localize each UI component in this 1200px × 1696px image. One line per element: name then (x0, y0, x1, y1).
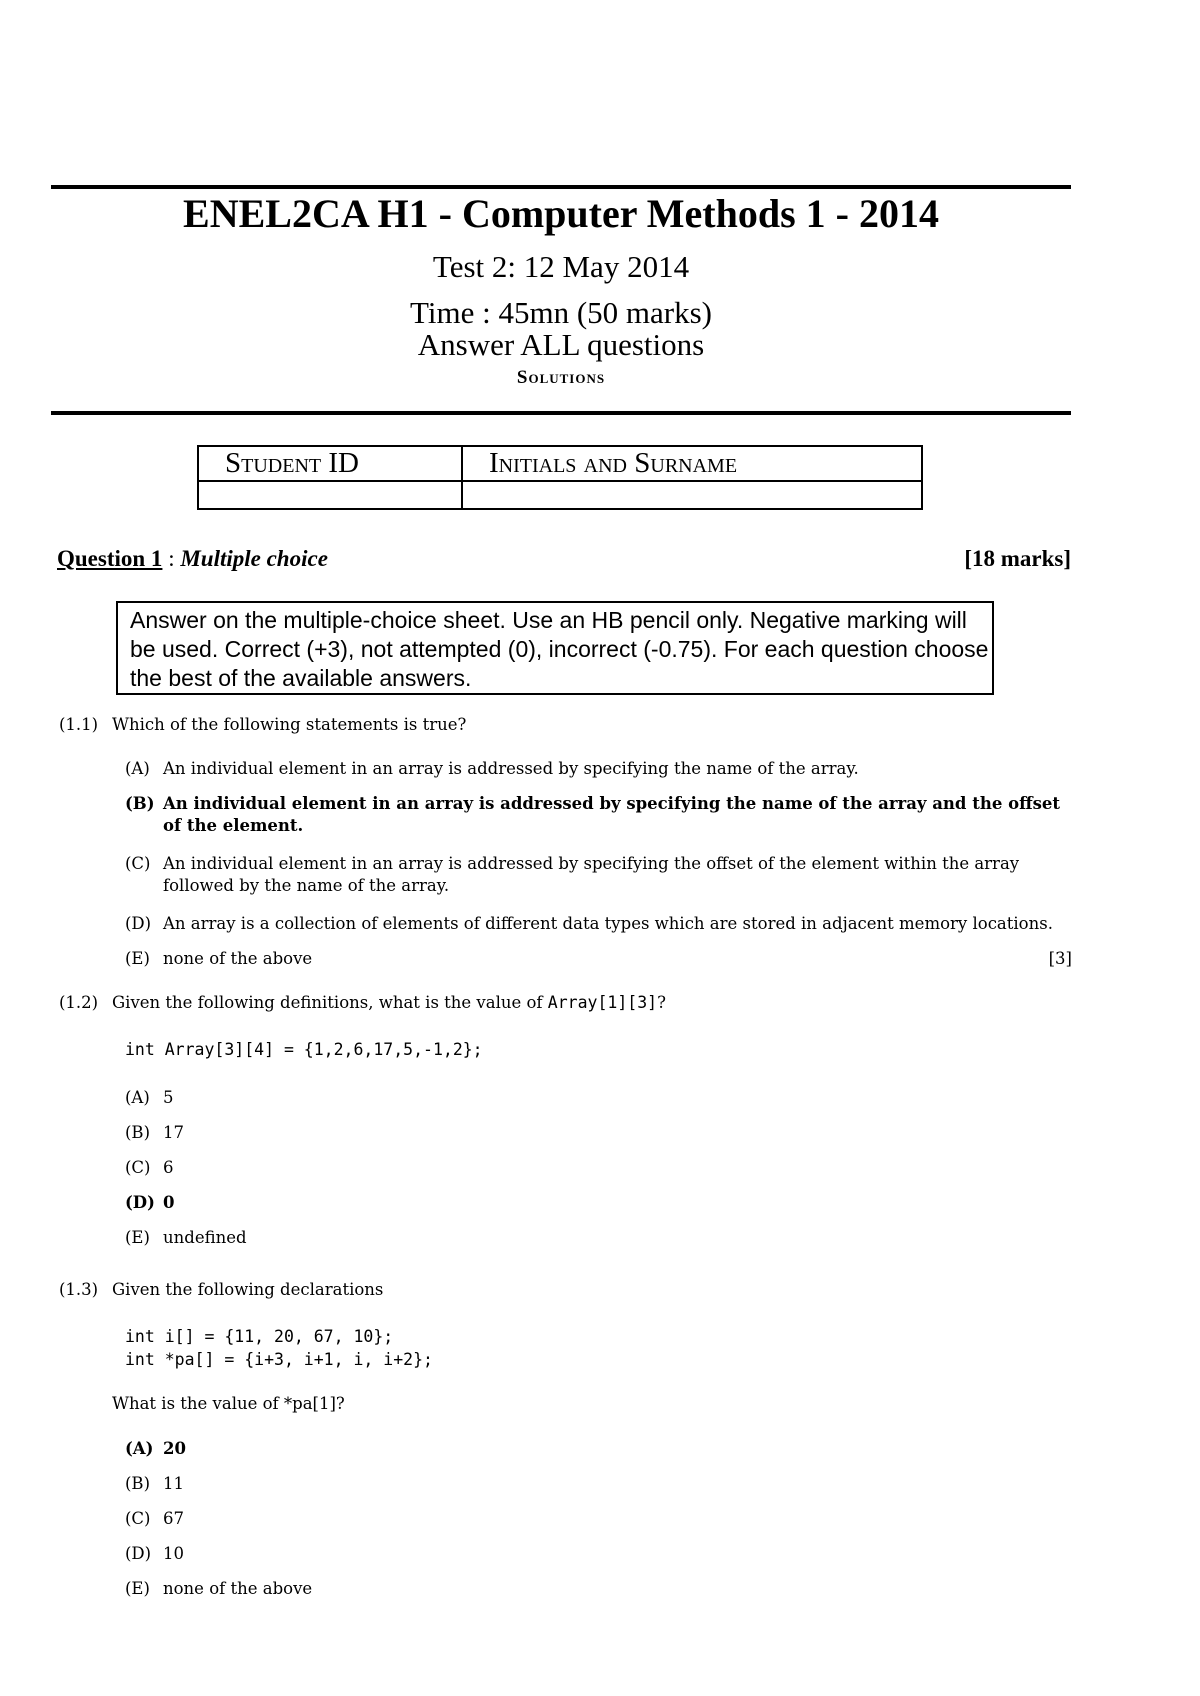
option-text: An individual element in an array is addressed by specifying the offset of the element within the array followed by the name of the array. (163, 854, 1020, 895)
option-label: (B) (125, 794, 155, 813)
option-text: 6 (163, 1158, 174, 1177)
option-label: (E) (125, 949, 150, 968)
option-text: An array is a collection of elements of different data types which are stored in adjacent memory locations. (163, 914, 1053, 933)
page-title: ENEL2CA H1 - Computer Methods 1 - 2014 (183, 191, 939, 236)
option-text: none of the above (163, 949, 313, 968)
option-text: 10 (163, 1544, 184, 1563)
option-label: (B) (125, 1474, 150, 1493)
option-text: 67 (163, 1509, 184, 1528)
option-text: 17 (163, 1123, 184, 1142)
instructions-box: Answer on the multiple-choice sheet. Use an HB pencil only. Negative marking will be used. Correct (+3), not attempted (0), incorrect (-0.75). For each question choose the best of the available answers. (116, 601, 994, 695)
student-id-table (197, 445, 923, 510)
question-text: Given the following declarations (112, 1280, 384, 1299)
question-text-pre: Given the following definitions, what is the value of (112, 993, 548, 1012)
option-label: (A) (125, 759, 150, 778)
question-text-code: Array[1][3] (547, 993, 658, 1012)
solutions-label: Solutions (516, 367, 606, 388)
initials-surname-field[interactable] (462, 481, 922, 509)
option-text: An individual element in an array is addressed by specifying the name of the array. (163, 759, 859, 778)
option-text: 5 (163, 1088, 174, 1107)
initials-surname-header: Initials and Surname (462, 446, 922, 481)
question-number: (1.3) (59, 1280, 99, 1299)
question-marks: [3] (1048, 949, 1072, 968)
option-label: (E) (125, 1579, 150, 1598)
question-text (112, 992, 1072, 1014)
option-label: (A) (125, 1439, 154, 1458)
question-1-marks: [18 marks] (964, 546, 1071, 571)
option-text: An individual element in an array is addressed by specifying the name of the array and the offset of the element. (163, 794, 1061, 835)
option-text: undefined (163, 1228, 247, 1247)
option-label: (C) (125, 1158, 151, 1177)
option-text: 11 (163, 1474, 184, 1493)
option-label: (E) (125, 1228, 150, 1247)
question-1-heading (57, 544, 1071, 574)
student-id-field[interactable] (198, 481, 462, 509)
code-line-1: int i[] = {11, 20, 67, 10}; (125, 1327, 394, 1346)
header-bottom-rule (51, 411, 1071, 415)
option-label: (C) (125, 1509, 151, 1528)
question-text: Which of the following statements is true? (112, 715, 467, 734)
time-allowed: Time : 45mn (50 marks) (410, 295, 712, 330)
instruction: Answer ALL questions (417, 327, 705, 362)
option-text: 0 (163, 1193, 175, 1212)
option-label: (A) (125, 1088, 150, 1107)
question-1-topic: Multiple choice (180, 546, 328, 571)
question-1-separator: : (162, 546, 181, 571)
question-text-post: ? (657, 993, 666, 1012)
student-id-header: Student ID (198, 446, 462, 481)
code-snippet: int Array[3][4] = {1,2,6,17,5,-1,2}; (125, 1040, 483, 1059)
option-label: (D) (125, 1544, 152, 1563)
question-prompt: What is the value of *pa[1]? (112, 1394, 345, 1413)
option-label: (B) (125, 1123, 150, 1142)
option-label: (C) (125, 854, 151, 873)
option-text: none of the above (163, 1579, 313, 1598)
option-label: (D) (125, 1193, 155, 1212)
question-number: (1.2) (59, 993, 99, 1012)
option-label: (D) (125, 914, 152, 933)
question-1-label: Question 1 (57, 546, 163, 571)
test-date: Test 2: 12 May 2014 (432, 249, 690, 284)
code-line-2: int *pa[] = {i+3, i+1, i, i+2}; (125, 1350, 433, 1369)
question-number: (1.1) (59, 715, 99, 734)
option-text: 20 (163, 1439, 186, 1458)
